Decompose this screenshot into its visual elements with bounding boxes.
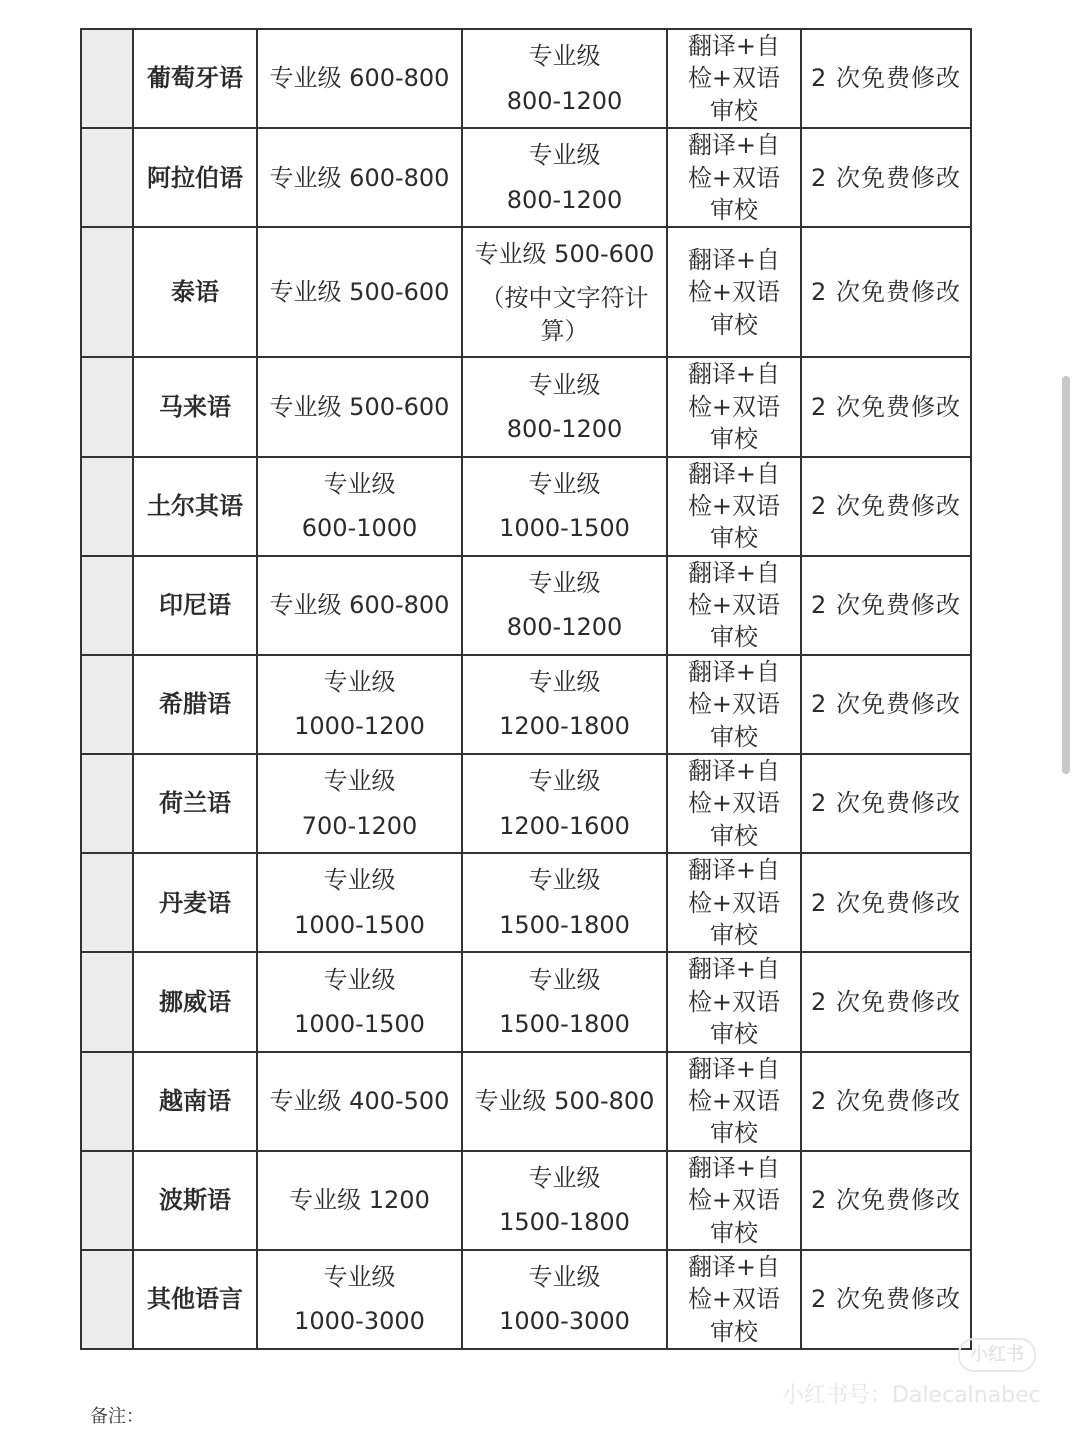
price-standard-cell [257,853,462,952]
service-line: 审校 [710,195,758,224]
table-row [81,357,971,456]
side-category-cell [81,357,133,456]
service-line: 审校 [710,1317,758,1346]
vertical-scrollbar[interactable] [1062,376,1070,774]
table-row [81,128,971,227]
table-row [81,457,971,556]
table-row [81,1151,971,1250]
watermark-logo: 小红书 [958,1338,1036,1372]
price-line: 专业级 [528,1163,601,1192]
price-standard-cell [257,227,462,357]
price-line: 1200-1600 [499,811,630,840]
price-line: 专业级 1200 [289,1186,430,1215]
price-line: 1000-1200 [294,712,425,741]
price-line: 专业级 500-600 [474,239,655,268]
service-line: 检+双语 [687,987,781,1016]
table-row [81,952,971,1051]
table-row [81,853,971,952]
service-process-cell [667,128,801,227]
revision-policy-cell: 2 次免费修改 [801,556,971,655]
price-line: 专业级 [528,965,601,994]
price-line: 1500-1800 [499,910,630,939]
price-line: 1000-3000 [499,1307,630,1336]
service-process-cell [667,227,801,357]
service-line: 检+双语 [687,690,781,719]
table-body [81,29,971,1349]
service-line: 检+双语 [687,591,781,620]
side-category-cell [81,1250,133,1349]
service-process-cell [667,1151,801,1250]
price-line: （按中文字符计算） [480,284,649,345]
language-name-cell: 其他语言 [133,1250,257,1349]
notes-label: 备注： [90,1406,144,1427]
service-line: 检+双语 [687,1086,781,1115]
price-line: 专业级 [323,965,396,994]
language-name-cell: 印尼语 [133,556,257,655]
revision-policy-cell: 2 次免费修改 [801,853,971,952]
revision-policy-cell: 2 次免费修改 [801,1052,971,1151]
language-name-cell: 马来语 [133,357,257,456]
side-category-cell [81,952,133,1051]
price-line: 700-1200 [301,811,418,840]
price-line: 600-1000 [301,514,418,543]
service-line: 翻译+自 [687,1054,781,1083]
service-line: 审校 [710,524,758,553]
service-line: 检+双语 [687,1186,781,1215]
service-line: 检+双语 [687,392,781,421]
price-standard-cell [257,952,462,1051]
language-name-cell: 希腊语 [133,655,257,754]
price-line: 专业级 [528,370,601,399]
price-professional-cell [462,357,667,456]
service-line: 翻译+自 [687,757,781,786]
price-professional-cell [462,1250,667,1349]
price-professional-cell [462,128,667,227]
price-line: 1000-1500 [294,1009,425,1038]
service-line: 翻译+自 [687,131,781,160]
table-row [81,1250,971,1349]
service-line: 翻译+自 [687,955,781,984]
price-standard-cell [257,754,462,853]
price-standard-cell [257,357,462,456]
price-line: 专业级 [323,469,396,498]
price-line: 1000-1500 [294,910,425,939]
table-row [81,655,971,754]
price-line: 专业级 [528,1263,601,1292]
service-line: 翻译+自 [687,245,781,274]
price-standard-cell [257,457,462,556]
service-process-cell [667,556,801,655]
price-line: 专业级 [323,866,396,895]
price-standard-cell [257,1250,462,1349]
price-line: 专业级 [528,568,601,597]
language-name-cell: 土尔其语 [133,457,257,556]
revision-policy-cell: 2 次免费修改 [801,128,971,227]
revision-policy-cell: 2 次免费修改 [801,952,971,1051]
price-professional-cell [462,1052,667,1151]
price-line: 专业级 [528,42,601,71]
price-line: 1200-1800 [499,712,630,741]
service-line: 检+双语 [687,278,781,307]
price-professional-cell [462,754,667,853]
price-line: 800-1200 [506,86,623,115]
translation-price-table [80,28,972,1350]
service-line: 审校 [710,96,758,125]
price-line: 专业级 [528,469,601,498]
price-line: 专业级 400-500 [269,1086,450,1115]
side-category-cell [81,655,133,754]
price-line: 专业级 [528,668,601,697]
price-standard-cell [257,128,462,227]
service-line: 翻译+自 [687,1153,781,1182]
service-process-cell [667,1052,801,1151]
table-row [81,754,971,853]
price-line: 专业级 500-600 [269,392,450,421]
price-line: 专业级 600-800 [269,163,450,192]
price-standard-cell [257,1052,462,1151]
service-line: 检+双语 [687,888,781,917]
language-name-cell: 阿拉伯语 [133,128,257,227]
side-category-cell [81,227,133,357]
service-line: 检+双语 [687,1285,781,1314]
price-standard-cell [257,655,462,754]
service-line: 翻译+自 [687,459,781,488]
service-line: 检+双语 [687,789,781,818]
price-line: 专业级 500-800 [474,1086,655,1115]
price-line: 专业级 [323,1263,396,1292]
language-name-cell: 荷兰语 [133,754,257,853]
language-name-cell: 波斯语 [133,1151,257,1250]
service-line: 检+双语 [687,491,781,520]
table-row [81,1052,971,1151]
price-line: 专业级 [323,668,396,697]
side-category-cell [81,556,133,655]
language-name-cell: 泰语 [133,227,257,357]
price-line: 800-1200 [506,185,623,214]
service-line: 翻译+自 [687,657,781,686]
table-row [81,29,971,128]
service-line: 审校 [710,1218,758,1247]
price-line: 1500-1800 [499,1208,630,1237]
price-line: 专业级 500-600 [269,278,450,307]
side-category-cell [81,457,133,556]
service-line: 审校 [710,1119,758,1148]
service-line: 审校 [710,425,758,454]
side-category-cell [81,853,133,952]
service-process-cell [667,29,801,128]
language-name-cell: 越南语 [133,1052,257,1151]
price-professional-cell [462,556,667,655]
revision-policy-cell: 2 次免费修改 [801,1250,971,1349]
price-professional-cell [462,227,667,357]
language-name-cell: 丹麦语 [133,853,257,952]
service-line: 翻译+自 [687,32,781,60]
revision-policy-cell: 2 次免费修改 [801,29,971,128]
price-line: 800-1200 [506,414,623,443]
service-process-cell [667,754,801,853]
service-process-cell [667,1250,801,1349]
service-line: 审校 [710,722,758,751]
revision-policy-cell: 2 次免费修改 [801,227,971,357]
price-line: 专业级 600-800 [269,64,450,93]
language-name-cell: 挪威语 [133,952,257,1051]
watermark-text: 小红书号：Dalecalnabec [782,1383,1041,1408]
service-line: 翻译+自 [687,558,781,587]
price-professional-cell [462,952,667,1051]
service-line: 审校 [710,821,758,850]
price-professional-cell [462,29,667,128]
service-line: 翻译+自 [687,360,781,389]
service-line: 审校 [710,310,758,339]
service-line: 检+双语 [687,64,781,93]
side-category-cell [81,128,133,227]
price-line: 专业级 [528,767,601,796]
price-professional-cell [462,655,667,754]
side-category-cell [81,1151,133,1250]
price-line: 800-1200 [506,613,623,642]
price-standard-cell [257,1151,462,1250]
price-line: 专业级 [528,866,601,895]
price-line: 专业级 [323,767,396,796]
table-row [81,556,971,655]
price-line: 1000-1500 [499,514,630,543]
language-name-cell: 葡萄牙语 [133,29,257,128]
price-line: 专业级 [528,141,601,170]
service-process-cell [667,357,801,456]
service-process-cell [667,457,801,556]
service-line: 审校 [710,920,758,949]
revision-policy-cell: 2 次免费修改 [801,457,971,556]
side-category-cell [81,1052,133,1151]
service-line: 翻译+自 [687,1252,781,1281]
service-line: 检+双语 [687,163,781,192]
price-professional-cell [462,1151,667,1250]
price-professional-cell [462,853,667,952]
price-professional-cell [462,457,667,556]
revision-policy-cell: 2 次免费修改 [801,1151,971,1250]
service-line: 审校 [710,1020,758,1049]
revision-policy-cell: 2 次免费修改 [801,655,971,754]
price-standard-cell [257,29,462,128]
price-standard-cell [257,556,462,655]
price-line: 1500-1800 [499,1009,630,1038]
service-process-cell [667,952,801,1051]
table-row [81,227,971,357]
price-line: 专业级 600-800 [269,591,450,620]
service-process-cell [667,655,801,754]
side-category-cell [81,29,133,128]
service-process-cell [667,853,801,952]
service-line: 审校 [710,623,758,652]
revision-policy-cell: 2 次免费修改 [801,357,971,456]
service-line: 翻译+自 [687,856,781,885]
revision-policy-cell: 2 次免费修改 [801,754,971,853]
side-category-cell [81,754,133,853]
price-line: 1000-3000 [294,1307,425,1336]
